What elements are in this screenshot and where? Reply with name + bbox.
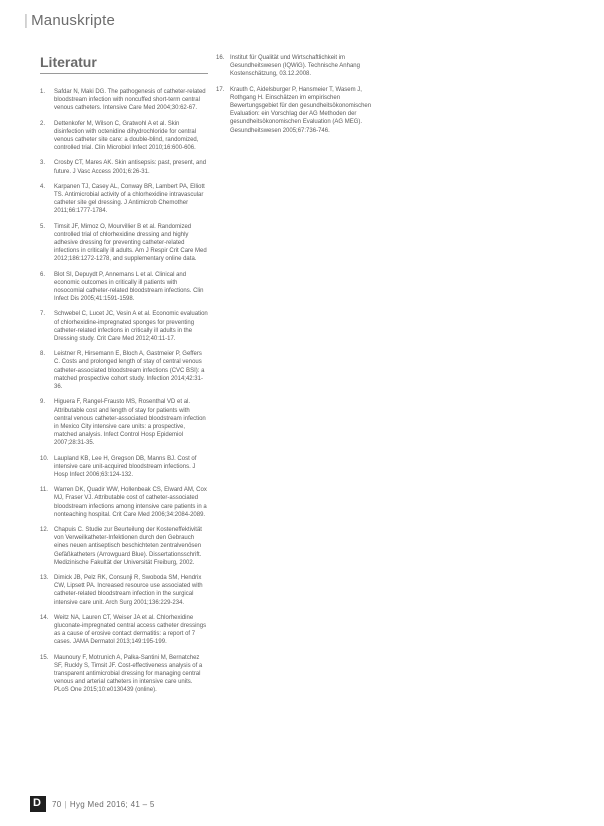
reference-text: Warren DK, Quadir WW, Hollenbeak CS, Elward AM, Cox MJ, Fraser VJ. Attributable cost of catheter-associated bloodstream infections among intensive care patients in a nonteaching hospital. Crit Care Med 2006;34:2084-2089. [54,487,207,518]
reference-item [216,54,382,79]
reference-item [40,120,208,153]
reference-item [40,88,208,113]
reference-text: Laupland KB, Lee H, Gregson DB, Manns BJ. Cost of intensive care unit-acquired bloodstream infections. J Hosp Infect 2006;63:124-132. [54,455,197,478]
reference-number: 4. [40,183,46,190]
footer-journal: Hyg Med 2016; 41 – 5 [69,800,155,809]
reference-item [40,654,208,695]
reference-text: Dimick JB, Pelz RK, Consunji R, Swoboda SM, Hendrix CW, Lipsett PA. Increased resource use associated with catheter-related bloodstream infection in the surgical intensive care unit. Arch Surg 2001;136:229-234. [54,574,203,606]
reference-text: Weitz NA, Lauren CT, Weiser JA et al. Chlorhexidine gluconate-impregnated central access catheter dressings as a cause of erosive contact dermatitis: a report of 7 cases. JAMA Dermatol 2013;149:195-199. [54,614,207,646]
reference-item [40,183,208,216]
reference-item [40,574,208,607]
reference-item [40,455,208,480]
reference-number: 14. [40,614,49,621]
reference-text: Institut für Qualität und Wirtschaftlichkeit im Gesundheitswesen (IQWiG). Technische Anhang Kostenschätzung, 03.12.2008. [230,55,360,78]
reference-item [40,350,208,391]
footer-letter: D [33,797,41,809]
reference-text: Chapuis C. Studie zur Beurteilung der Kosteneffektivität von Verweilkatheter-Infektionen durch den Gebrauch eines neuen antiseptisch beschichteten zentralvenösen Gefäßkatheters (Arrowguard Blue). Dissertationsschrift. Medizinische Fakultät der Universität Freiburg, 2002. [54,526,202,566]
reference-item [40,526,208,567]
reference-text: Higuera F, Rangel-Frausto MS, Rosenthal VD et al. Attributable cost and length of stay for patients with central venous catheter-associated bloodstream infection in Mexico City intensive care units: a prospective, matched analysis. Infect Control Hosp Epidemiol 2007;28:31-35. [54,399,206,447]
reference-number: 1. [40,89,46,95]
reference-text: Krauth C, Aidelsburger P, Hansmeier T, Wasem J, Rothgang H. Einschätzen im empirischen Bewertungsgebiet für den gesundheitsökonomischen Evaluation: ein Vorschlag der AG Methoden der gesundheitsökonomischen Evaluation (AG MEG). Gesundheitswesen 2005;67:736-746. [230,86,372,134]
reference-number: 12. [40,526,49,533]
reference-text: Blot SI, Depuydt P, Annemans L et al. Clinical and economic outcomes in critically ill patients with nosocomial catheter-related bloodstream infections. Clin Infect Dis 2005;41:1591-1598. [54,271,204,303]
footer-separator: | [64,800,67,809]
reference-number: 10. [40,455,49,462]
reference-item [40,486,208,519]
reference-number: 5. [40,223,46,230]
header-bar: | [24,12,29,29]
reference-number: 7. [40,311,46,318]
section-title: Literatur [40,54,97,70]
reference-number: 16. [216,55,225,61]
header-section: Manuskripte [31,12,116,29]
reference-item [40,159,208,175]
reference-item [40,310,208,343]
reference-number: 17. [216,86,225,93]
reference-number: 2. [40,120,46,127]
references-right-column [216,54,382,142]
reference-number: 6. [40,271,46,278]
reference-text: Schwebel C, Lucet JC, Vesin A et al. Economic evaluation of chlorhexidine-impregnated sponges for preventing catheter-related infections in critically ill adults in the Dressing study. Crit Care Med 2012;40:11-17. [54,311,208,343]
reference-text: Maunoury F, Motrunich A, Palka-Santini M, Bernatchez SF, Ruckly S, Timsit JF. Cost-effectiveness analysis of a transparent antimicrobial dressing for managing central venous and arterial catheters in intensive care units. PLoS One 2015;10:e0130439 (online). [54,654,203,694]
reference-number: 15. [40,654,49,661]
reference-text: Dettenkofer M, Wilson C, Gratwohl A et al. Skin disinfection with octenidine dihydrochloride for central venous catheter site care: a double-blind, randomized, controlled trial. Clin Microbiol Infect 2010;16:600-606. [54,120,199,152]
reference-item [40,223,208,264]
reference-text: Timsit JF, Mimoz O, Mourvillier B et al. Randomized controlled trial of chlorhexidine dressing and highly adhesive dressing for preventing catheter-related infections in critically ill adults. Am J Respir Crit Care Med 2012;186:1272-1278, and supplementary online data. [54,223,207,263]
reference-text: Safdar N, Maki DG. The pathogenesis of catheter-related bloodstream infection with noncuffed short-term central venous catheters. Intensive Care Med 2004;30:62-67. [54,89,206,112]
footer-page-number: 70 [52,800,62,809]
reference-item [40,271,208,304]
reference-item [40,398,208,447]
reference-number: 9. [40,399,46,406]
reference-number: 8. [40,351,46,358]
reference-item [40,614,208,647]
reference-text: Karpanen TJ, Casey AL, Conway BR, Lambert PA, Elliott TS. Antimicrobial activity of a chlorhexidine intravascular catheter site gel dressing. J Antimicrob Chemother 2011;66:1777-1784. [54,183,205,215]
reference-number: 3. [40,160,46,167]
reference-item [216,86,382,135]
running-header [24,12,115,29]
reference-number: 13. [40,574,49,581]
reference-text: Leistner R, Hirsemann E, Bloch A, Gastmeier P, Geffers C. Costs and prolonged length of stay of central venous catheter-associated bloodstream infections (CVC BSI): a matched prospective cohort study. Infection 2014;42:31-36. [54,351,205,391]
reference-number: 11. [40,487,48,494]
footer-text [52,800,155,809]
title-rule [40,73,208,74]
reference-text: Crosby CT, Mares AK. Skin antisepsis: past, present, and future. J Vasc Access 2001;6:26-31. [54,160,207,175]
references-left-column [40,88,208,702]
